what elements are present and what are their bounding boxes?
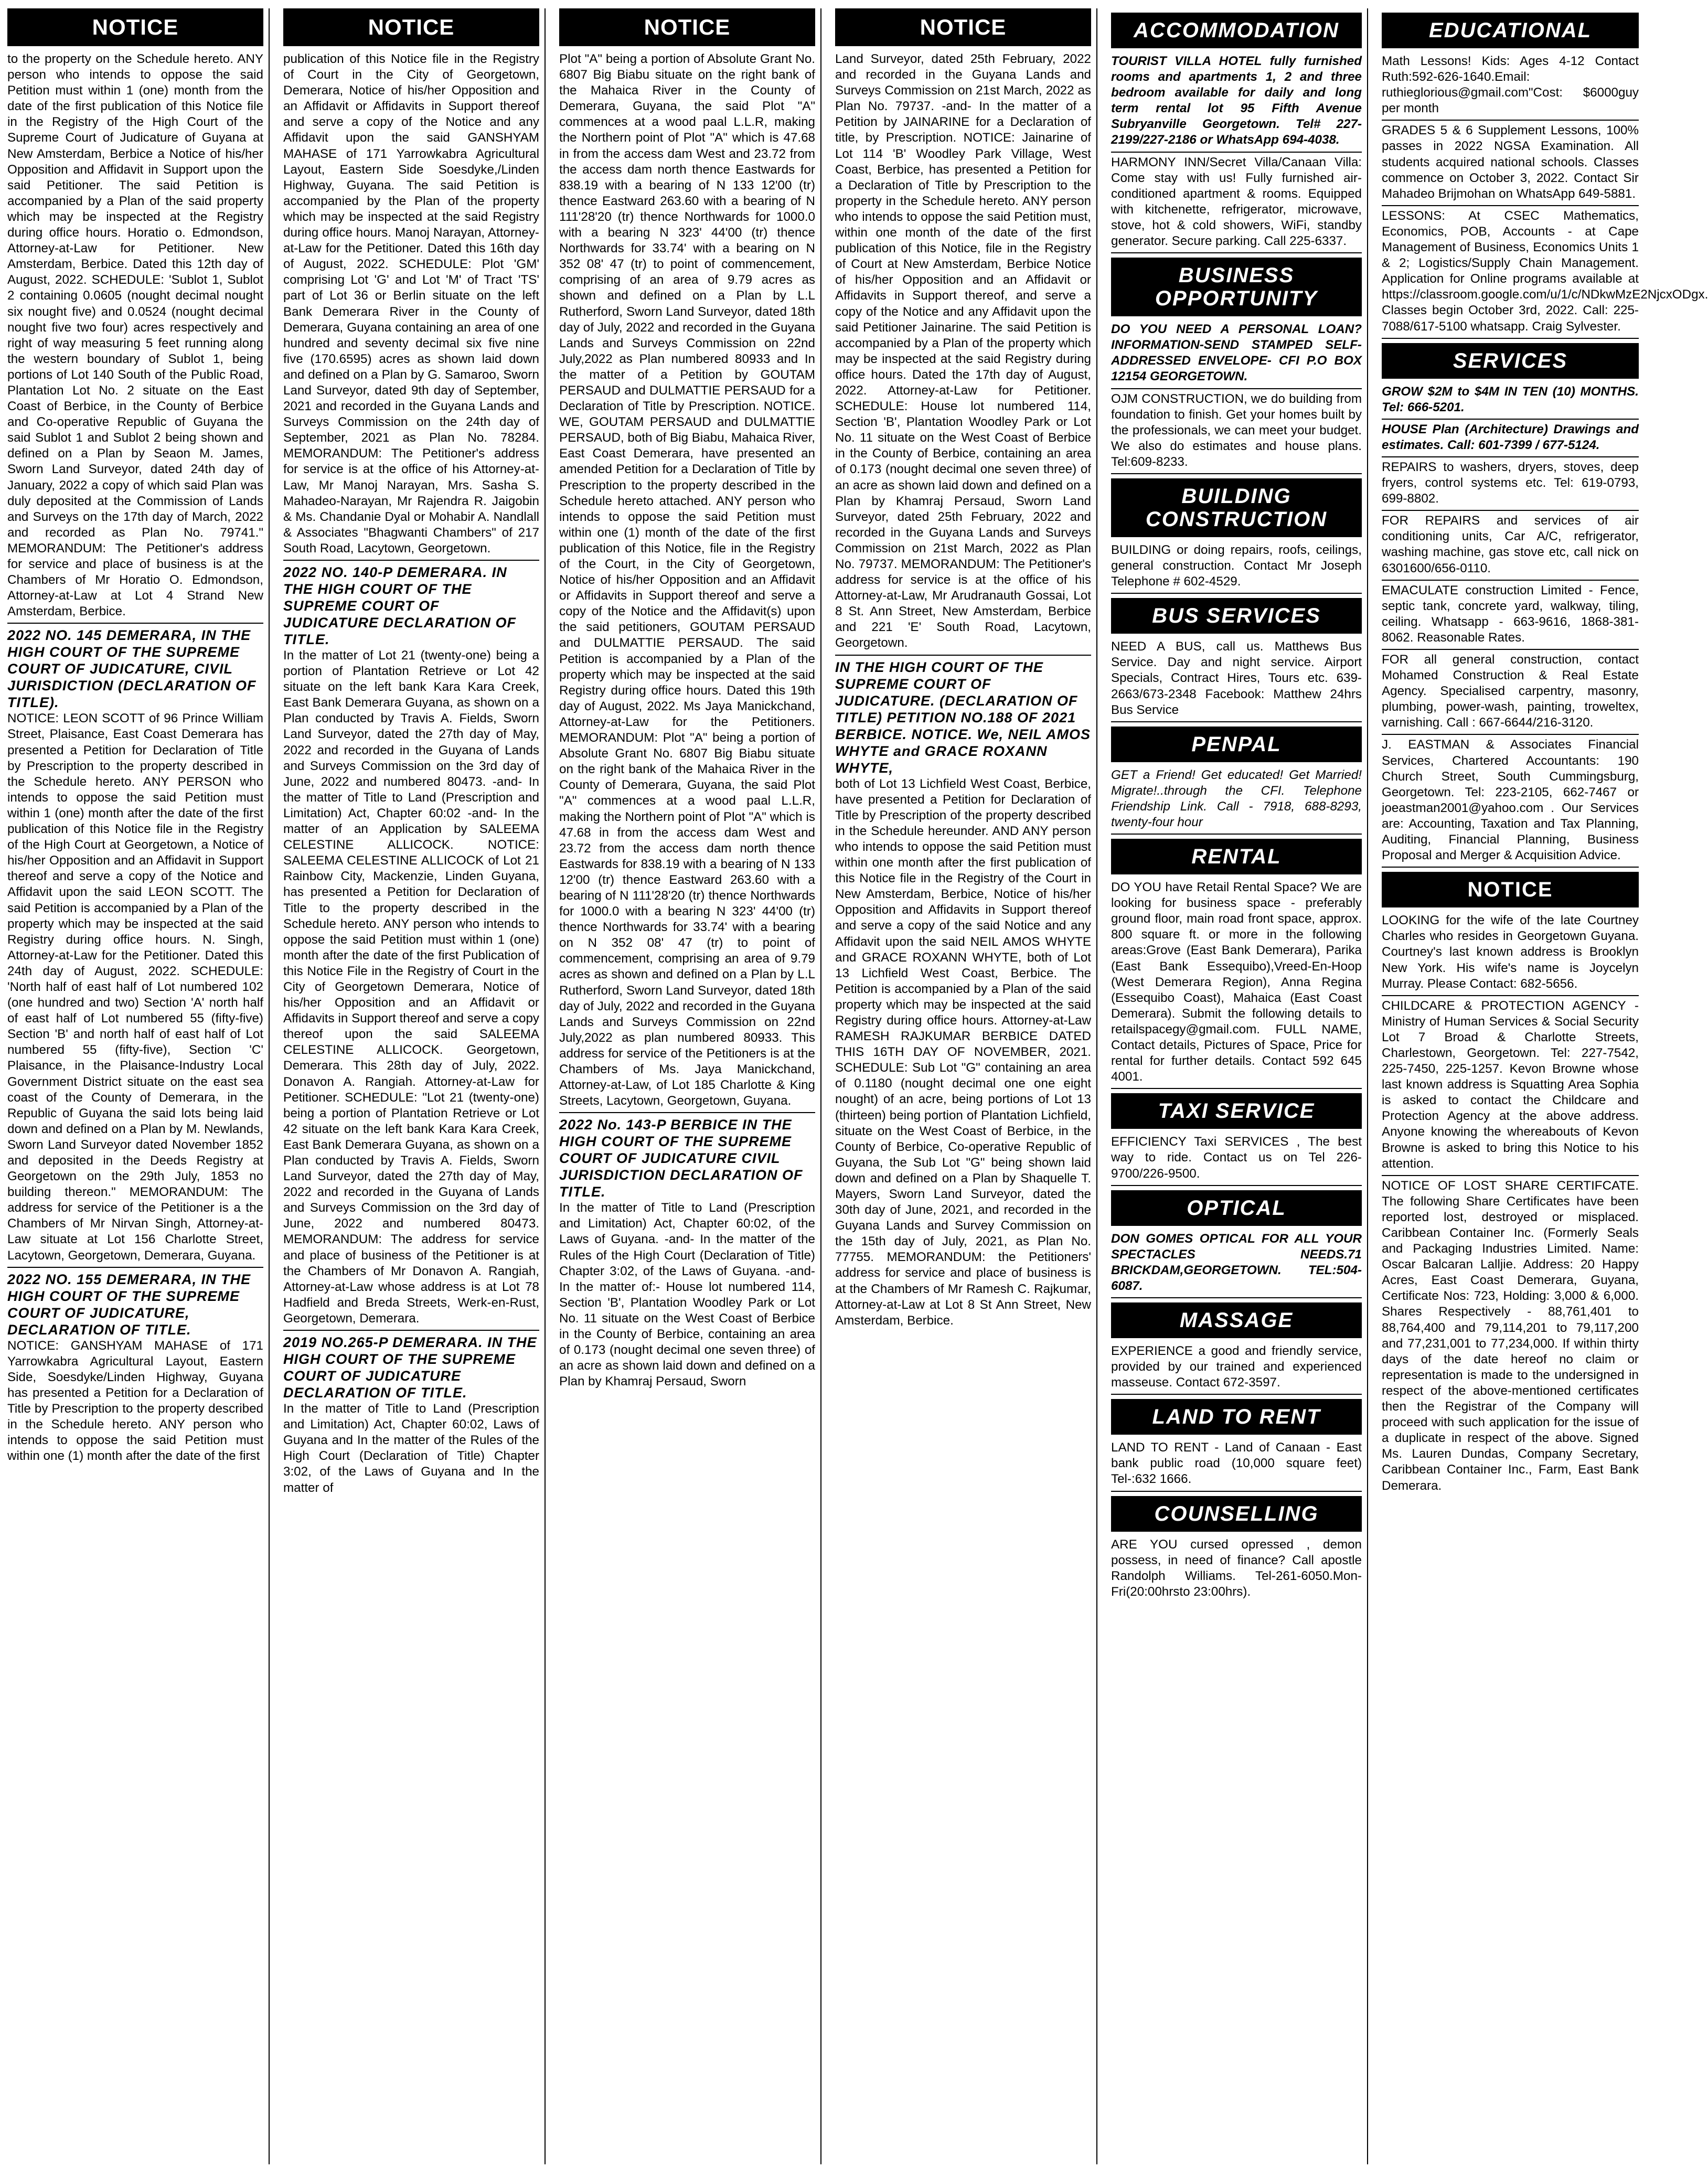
classified-ad: HARMONY INN/Secret Villa/Canaan Villa: Come stay with us! Fully furnished air-conditioned apartment & rooms. Equipped with kitchenette, refrigerator, microwave, stove, hot & cold showers, WiFi, standby generator. Secure parking. Call 225-6337.	[1111, 155, 1362, 254]
category-header-notice: NOTICE	[1382, 872, 1639, 907]
divider	[7, 1267, 263, 1268]
classified-ad: GROW $2M to $4M IN TEN (10) MONTHS. Tel: 666-5201.	[1382, 384, 1639, 420]
notice-heading: IN THE HIGH COURT OF THE SUPREME COURT OF JUDICATURE. (DECLARATION OF TITLE) PETITION NO.188 OF 2021 BERBICE. NOTICE. We, NEIL AMOS WHYTE and GRACE ROXANN WHYTE,	[835, 659, 1091, 776]
notice-heading: 2022 No. 143-P BERBICE IN THE HIGH COURT OF THE SUPREME COURT OF JUDICATURE CIVIL JURISDICTION DECLARATION OF TITLE.	[559, 1117, 803, 1200]
category-header-optical: OPTICAL	[1111, 1190, 1362, 1226]
category-header-counselling: COUNSELLING	[1111, 1496, 1362, 1532]
notice-column-4	[835, 8, 1097, 2164]
classified-ad: LOOKING for the wife of the late Courtney Charles who resides in Georgetown Guyana. Courtney's last known address is Brooklyn New York. His wife's name is Joycelyn Murray. Please Contact: 682-5656.	[1382, 913, 1639, 996]
notice-text: to the property on the Schedule hereto. ANY person who intends to oppose the said Petition must within 1 (one) month from the date of the first publication of this Notice file in the Registry of the High Court of the Supreme Court of Judicature of Guyana at New Amsterdam, Berbice a Notice of his/her Opposition and Affidavit in Support upon the said Petitioner. The said Petition is accompanied by a Plan of the said property which may be inspected at the Registry during office hours. Horatio o. Edmondson, Attorney-at-Law for Petitioner. New Amsterdam, Berbice. Dated this 12th day of August, 2022. SCHEDULE: 'Sublot 1, Sublot 2 containing 0.0605 (nought decimal nought six nought five) and 0.0524 (nought decimal nought five two four) acres respectively and right of way measuring 5 feet running along the western boundary of Sublot 1, being portions of Lot 140 South of the Public Road, Plantation Lot No. 2 situate on the East Coast of Berbice, in the County of Berbice and Co-operative Republic of Guyana the said Sublot 1 and Sublot 2 being shown and defined on a Plan by Seaon M. James, Sworn Land Surveyor, dated 24th day of January, 2022 a copy of which said Plan was duly deposited at the Commission of Lands and Surveys on the 17th day of March, 2022 and recorded as Plan No. 79741." MEMORANDUM: The Petitioner's address for service and place of business is at the Chambers of Mr Horatio O. Edmondson, Attorney-at-Law at Lot 4 Strand New Amsterdam, Berbice.	[7, 52, 263, 619]
notice-text: both of Lot 13 Lichfield West Coast, Berbice, have presented a Petition for Declaration of Title by Prescription of the property described in the Schedule hereunder. AND ANY person who intends to oppose the said Petition must within one month after the first publication of this Notice file in the Registry of the Court in New Amsterdam, Berbice, Notice of his/her Opposition and Affidavits in Support thereof and serve a copy of the said Notice and any Affidavit upon the said NEIL AMOS WHYTE and GRACE ROXANN WHYTE, both of Lot 13 Lichfield West Coast, Berbice. The Petition is accompanied by a Plan of the said property which may be inspected at the said Registry during office hours. Attorney-at-Law RAMESH RAJKUMAR BERBICE DATED THIS 16TH DAY OF NOVEMBER, 2021. SCHEDULE: Sub Lot "G" containing an area of 0.1180 (nought decimal one one eight nought) of an acre, being portions of Lot 13 (thirteen) being portion of Plantation Lichfield, situate on the West Coast of Berbice, in the County of Berbice, Co-operative Republic of Guyana, the Sub Lot "G" being shown laid down and defined on a Plan by Shaquelle T. Mayers, Sworn Land Surveyor, dated the 30th day of June, 2021, and recorded in the Guyana Lands and Survey Commission on the 15th day of July, 2021, as Plan No. 77755. MEMORANDUM: the Petitioners' address for service and place of business is at the Chambers of Mr Ramesh C. Rajkumar, Attorney-at-Law at Lot 8 St Ann Street, New Amsterdam, Berbice.	[835, 776, 1091, 1328]
notice-heading: 2022 NO. 145 DEMERARA, IN THE HIGH COURT OF THE SUPREME COURT OF JUDICATURE, CIVIL JURISDICTION (DECLARATION OF TITLE).	[7, 627, 257, 711]
category-header-penpal: PENPAL	[1111, 727, 1362, 762]
category-header-services: SERVICES	[1382, 343, 1639, 379]
notice-text: Land Surveyor, dated 25th February, 2022 and recorded in the Guyana Lands and Surveys Commission on 21st March, 2022 as Plan No. 79737. -and- In the matter of a Petition by JAINARINE for a Declaration of title, by Prescription. NOTICE: Jainarine of Lot 114 'B' Woodley Park Village, West Coast, Berbice, has presented a Petition for a Declaration of Title by Prescription to the property in the Schedule hereto. ANY person who intends to oppose the said Petition must, within one month of the date of the first publication of this Notice, file in the Registry of Court at New Amsterdam, Berbice Notice of his/her Opposition and an Affidavit or Affidavits in Support thereof, and serve a copy of the Notice and any Affidavit upon the said Petitioner Jainarine. The said Petition is accompanied by a Plan of the property which may be inspected at the said Registry during office hours. Dated the 17th day of August, 2022. Attorney-at-Law for Petitioner. SCHEDULE: House lot numbered 114, Section 'B', Plantation Woodley Park or Lot No. 11 situate on the West Coast of Berbice in the County of Berbice, containing an area of 0.173 (nought decimal one seven three) of an acre as shown laid down and defined on a Plan by Khamraj Persaud, Sworn Land Surveyor, dated 25th February, 2022 and recorded in the Guyana Lands and Surveys Commission on 21st March, 2022 as Plan No. 79737. MEMORANDUM: The Petitioner's address for service is at the office of his Attorney-at-Law, Mr Arudranauth Gossai, Lot 8 St. Ann Street, New Amsterdam, Berbice and 221 'E' South Road, Lacytown, Georgetown.	[835, 52, 1091, 650]
classified-ad: GRADES 5 & 6 Supplement Lessons, 100% passes in 2022 NGSA Examination. All students acquired national schools. Classes commence on October 3, 2022. Contact Sir Mahadeo Brijmohan on WhatsApp 649-5881.	[1382, 123, 1639, 206]
classified-ad: GET a Friend! Get educated! Get Married! Migrate!..through the CFI. Telephone Friendship Link. Call - 7918, 688-8293, twenty-four hour	[1111, 767, 1362, 835]
classified-ad: LAND TO RENT - Land of Canaan - East bank public road (10,000 square feet) Tel-:632 1666.	[1111, 1440, 1362, 1491]
classified-ad: DON GOMES OPTICAL FOR ALL YOUR SPECTACLES NEEDS.71 BRICKDAM,GEORGETOWN. TEL:504-6087.	[1111, 1231, 1362, 1298]
notice-text: In the matter of Lot 21 (twenty-one) being a portion of Plantation Retrieve or Lot 42 situate on the left bank Kara Kara Creek, East Bank Demerara Guyana, as shown on a Plan conducted by Travis A. Fields, Sworn Land Surveyor, dated the 27th day of May, 2022 and recorded in the Guyana of Lands and Surveys Commission on the 3rd day of June, 2022 and numbered 80473. -and- In the matter of Title to Land (Prescription and Limitation) Act, Chapter 60:02 -and- In the matter of an Application by SALEEMA CELESTINE ALLICOCK. NOTICE: SALEEMA CELESTINE ALLICOCK of Lot 21 Rainbow City, Mackenzie, Linden Guyana, has presented a Petition for Declaration of Title to the property described in the Schedule hereto. ANY person who intends to oppose the said Petition must within 1 (one) month after the date of the first Publication of this Notice File in the Registry of Court in the City of Georgetown Demerara, Notice of his/her Opposition and an Affidavit or Affidavits in Support thereof and serve a copy thereof upon the said SALEEMA CELESTINE ALLICOCK. Georgetown, Demerara. This 28th day of July, 2022. Donavon A. Rangiah. Attorney-at-Law for Petitioner. SCHEDULE: "Lot 21 (twenty-one) being a portion of Plantation Retrieve or Lot 42 situate on the left bank Kara Kara Creek, East Bank Demerara Guyana, as shown on a Plan conducted by Travis A. Fields, Sworn Land Surveyor, dated the 27th day of May, 2022 and recorded in the Guyana of Lands and Surveys Commission on the 3rd day of June, 2022 and numbered 80473. MEMORANDUM: The address for service and place of business of the Petitioner is at the Chambers of Mr Donavon A. Rangiah, Attorney-at-Law whose address is at Lot 78 Hadfield and Breda Streets, Werk-en-Rust, Georgetown, Demerara.	[283, 648, 539, 1326]
category-header-rental: RENTAL	[1111, 839, 1362, 874]
classified-ad: EFFICIENCY Taxi SERVICES , The best way to ride. Contact us on Tel 226-9700/226-9500.	[1111, 1134, 1362, 1186]
notice-text: In the matter of Title to Land (Prescription and Limitation) Act, Chapter 60:02, Laws of Guyana and In the matter of the Rules of the High Court (Declaration of Title) Chapter 3:02, of the Laws of Guyana and In the matter of	[283, 1402, 539, 1495]
classifieds-column-2	[1382, 8, 1708, 2164]
notice-heading: 2022 NO. 155 DEMERARA, IN THE HIGH COURT OF THE SUPREME COURT OF JUDICATURE, DECLARATION OF TITLE.	[7, 1271, 251, 1338]
notice-text: publication of this Notice file in the Registry of Court in the City of Georgetown, Demerara, Notice of his/her Opposition and an Affidavit or Affidavits in Support thereof and serve a copy of the Notice and any Affidavit upon the said GANSHYAM MAHASE of 171 Yarrowkabra Agricultural Layout, Eastern Side Soesdyke,/Linden Highway, Guyana. The said Petition is accompanied by the Plan of the property which may be inspected at the said Registry during office hours. Manoj Narayan, Attorney-at-Law for the Petitioner. Dated this 16th day of August, 2022. SCHEDULE: Plot 'GM' comprising Lot 'G' and Lot 'M' of Tract 'TS' part of Lot 36 or Berlin situate on the left Bank Demerara River in the County of Demerara, Guyana containing an area of one hundred and seventy decimal six five nine five (170.6595) acres as shown laid down and defined on a Plan by G. Samaroo, Sworn Land Surveyor, dated 9th day of September, 2021 and recorded in the Guyana Lands and Surveys Commission on the 24th day of September, 2021 as Plan No. 78284. MEMORANDUM: The Petitioner's address for service is at the office of his Attorney-at-Law, Mr Manoj Narayan, Mrs. Sasha S. Mahadeo-Narayan, Mr Rajendra R. Jaigobin & Ms. Chandanie Dyal or Mohabir A. Nandlall & Associates "Bhagwanti Chambers" of 217 South Road, Lacytown, Georgetown.	[283, 52, 539, 556]
classified-ad: DO YOU have Retail Rental Space? We are looking for business space - preferably ground floor, main road front space, approx. 800 square ft. or more in the following areas:Grove (East Bank Demerara), Parika (East Bank Essequibo),Vreed-En-Hoop (West Demerara Region), Anna Regina (Essequibo Coast), Mahaica (East Coast Demerara). Submit the following details to retailspacegy@gmail.com. FULL NAME, Contact details, Pictures of Space, Price for rental for further details. Contact 592 645 4001.	[1111, 880, 1362, 1089]
classified-ad: TOURIST VILLA HOTEL fully furnished rooms and apartments 1, 2 and three bedroom available for daily and long term rental lot 95 Fifth Avenue Subryanville Georgetown. Tel# 227-2199/227-2186 or WhatsApp 694-4038.	[1111, 54, 1362, 153]
category-header-bus-services: BUS SERVICES	[1111, 598, 1362, 634]
classified-ad: NEED A BUS, call us. Matthews Bus Service. Day and night service. Airport Specials, Contract Hires, Tours etc. 639-2663/673-2348 Facebook: Matthew 24hrs Bus Service	[1111, 639, 1362, 722]
column-header: NOTICE	[835, 8, 1091, 46]
notice-heading: 2022 NO. 140-P DEMERARA. IN THE HIGH COURT OF THE SUPREME COURT OF JUDICATURE DECLARATION OF TITLE.	[283, 564, 516, 647]
notice-heading: 2019 NO.265-P DEMERARA. IN THE HIGH COURT OF THE SUPREME COURT OF JUDICATURE DECLARATION OF TITLE.	[283, 1334, 537, 1401]
divider	[283, 1330, 539, 1331]
category-header-land-to-rent: LAND TO RENT	[1111, 1399, 1362, 1435]
divider	[559, 1112, 815, 1113]
classified-ad: BUILDING or doing repairs, roofs, ceilings, general construction. Contact Mr Joseph Telephone # 602-4529.	[1111, 542, 1362, 594]
notice-column-2	[283, 8, 546, 2164]
category-header-educational: EDUCATIONAL	[1382, 13, 1639, 48]
category-header-accommodation: ACCOMMODATION	[1111, 13, 1362, 48]
category-header-massage: MASSAGE	[1111, 1302, 1362, 1338]
notice-column-3	[559, 8, 821, 2164]
classified-ad: DO YOU NEED A PERSONAL LOAN? INFORMATION-SEND STAMPED SELF-ADDRESSED ENVELOPE- CFI P.O BOX 12154 GEORGETOWN.	[1111, 322, 1362, 389]
notice-column-1	[7, 8, 270, 2164]
classified-ad: NOTICE OF LOST SHARE CERTIFCATE. The following Share Certificates have been reported lost, destroyed or misplaced. Caribbean Container Inc. (Formerly Seals and Packaging Industries Limited. Name: Oscar Balcaran Lalljie. Address: 20 Happy Acres, East Coast Demerara, Guyana, Certificate Nos: 723, Holding: 3,000 & 6,000. Shares Respectively - 88,761,401 to 88,764,400 and 79,114,201 to 79,117,200 and 77,231,001 to 77,234,000. If within thirty days of the date hereof no claim or representation is made to the undersigned in respect of the above-mentioned certificates then the Registrar of the Company will proceed with such application for the issue of a duplicate in respect of the above. Signed Ms. Lauren Dundas, Company Secretary, Caribbean Container Inc., Farm, East Bank Demerara.	[1382, 1178, 1639, 1493]
column-header: NOTICE	[283, 8, 539, 46]
classified-ad: EMACULATE construction Limited - Fence, septic tank, concrete yard, walkway, tiling, ceiling. Whatsapp - 663-9616, 1868-381-8062. Reasonable Rates.	[1382, 583, 1639, 650]
divider	[7, 623, 263, 624]
notice-text: NOTICE: GANSHYAM MAHASE of 171 Yarrowkabra Agricultural Layout, Eastern Side, Soesdyke/Linden Highway, Guyana has presented a Petition for a Declaration of Title by Prescription to the property described in the Schedule hereto. ANY person who intends to oppose the said Petition must within one (1) month after the date of the first	[7, 1338, 263, 1464]
category-header-business-opportunity: BUSINESS OPPORTUNITY	[1111, 258, 1362, 316]
classified-ad: ARE YOU cursed opressed , demon possess, in need of finance? Call apostle Randolph Williams. Tel-261-6050.Mon-Fri(20:00hrsto 23:00hrs).	[1111, 1537, 1362, 1599]
classified-ad: LESSONS: At CSEC Mathematics, Economics, POB, Accounts - at Cape Management of Business, Economics Units 1 & 2; Logistics/Supply Chain Management. Application for Online programs available at https://classroom.google.com/u/1/c/NDkwMzE2NjcxODgx. Classes begin October 3rd, 2022. Call: 225-7088/617-5100 whatsapp. Craig Sylvester.	[1382, 208, 1639, 339]
classified-ad: J. EASTMAN & Associates Financial Services, Chartered Accountants: 190 Church Street, South Cummingsburg, Georgetown. Tel: 223-2105, 662-7467 or joeastman2001@yahoo.com . Our Services are: Accounting, Taxation and Tax Planning, Auditing, Financial Planning, Business Proposal and Merger & Acquisition Advice.	[1382, 737, 1639, 868]
notice-text: NOTICE: LEON SCOTT of 96 Prince William Street, Plaisance, East Coast Demerara has presented a Petition for Declaration of Title by Prescription to the property described in the Schedule hereto. ANY PERSON who intends to oppose the said Petition must within 1 (one) month after the date of the first publication of this Notice file in the Registry of the High Court at Georgetown, a Notice of his/her Opposition and an Affidavit in Support thereof and serve a copy of the Notice and Affidavit upon the said LEON SCOTT. The said Petition is accompanied by a Plan of the property which may be inspected at the said Registry during office hours. N. Singh, Attorney-at-Law for the Petitioner. Dated this 24th day of August, 2022. SCHEDULE: 'North half of east half of Lot numbered 102 (one hundred and two) Section 'A' north half of east half of Lot numbered 55 (fifty-five) Section 'B' and north half of east half of Lot numbered 55 (fifty-five), Section 'C' Plaisance, in the Plaisance-Industry Local Government District situate on the east sea coast of the County of Demerara, in the Republic of Guyana the said lots being laid down and defined on a Plan by M. Newlands, Sworn Land Surveyor dated November 1852 and deposited in the Deeds Registry at Georgetown on the 29th July, 1853 no building thereon." MEMORANDUM: The address for service of the Petitioner is a the Chambers of Mr Nirvan Singh, Attorney-at-Law situate at Lot 156 Charlotte Street, Lacytown, Georgetown, Demerara, Guyana.	[7, 711, 263, 1263]
classified-ad: Math Lessons! Kids: Ages 4-12 Contact Ruth:592-626-1640.Email: ruthieglorious@gmail.com"Cost: $6000guy per month	[1382, 54, 1639, 121]
category-header-building-construction: BUILDING CONSTRUCTION	[1111, 478, 1362, 537]
divider	[283, 560, 539, 561]
classified-ad: EXPERIENCE a good and friendly service, provided by our trained and experienced masseuse. Contact 672-3597.	[1111, 1343, 1362, 1395]
column-header: NOTICE	[559, 8, 815, 46]
divider	[835, 655, 1091, 656]
category-header-taxi-service: TAXI SERVICE	[1111, 1093, 1362, 1129]
column-header: NOTICE	[7, 8, 263, 46]
classified-ad: REPAIRS to washers, dryers, stoves, deep fryers, control systems etc. Tel: 619-0793, 699-8802.	[1382, 460, 1639, 511]
notice-text: In the matter of Title to Land (Prescription and Limitation) Act, Chapter 60:02, of the Laws of Guyana. -and- In the matter of the Rules of the High Court (Declaration of Title) Chapter 3:02, of the Laws of Guyana. -and- In the matter of:- House lot numbered 114, Section 'B', Plantation Woodley Park or Lot No. 11 situate on the West Coast of Berbice in the County of Berbice, containing an area of 0.173 (nought decimal one seven three) of an acre as shown laid down and defined on a Plan by Khamraj Persaud, Sworn	[559, 1201, 815, 1389]
classified-ad: HOUSE Plan (Architecture) Drawings and estimates. Call: 601-7399 / 677-5124.	[1382, 422, 1639, 457]
classifieds-column-1	[1111, 8, 1368, 2164]
classified-ad: FOR REPAIRS and services of air conditioning units, Car A/C, refrigerator, washing machine, gas stove etc, call nick on 6301600/656-0110.	[1382, 513, 1639, 580]
classified-ad: FOR all general construction, contact Mohamed Construction & Real Estate Agency. Specialised carpentry, masonry, plumbing, power-wash, painting, troweltex, varnishing. Call : 667-6644/216-3120.	[1382, 652, 1639, 735]
notice-text: Plot "A" being a portion of Absolute Grant No. 6807 Big Biabu situate on the right bank of the Mahaica River in the County of Demerara, Guyana, the said Plot "A" commences at a wood paal L.L.R, making the Northern point of Plot "A" which is 47.68 in from the access dam West and 23.72 from the access dam north thence Eastwards for 838.19 with a bearing of N 133 12'00 (tr) thence Eastward 263.60 with a bearing of N 111'28'20 (tr) thence Northwards for 1000.0 with a bearing N 323' 44'00 (tr) thence Northwards for 33.74' with a bearing on N 352 08' 47 (tr) to point of commencement, comprising of an area of 9.79 acres as shown and defined on a Plan by L.L Rutherford, Sworn Land Surveyor, dated 18th day of July, 2022 and recorded in the Guyana Lands and Surveys Commission on 22nd July,2022 as Plan numbered 80933 and In the matter of a Petition by GOUTAM PERSAUD and DULMATTIE PERSAUD for a Declaration of Title by Prescription. NOTICE. WE, GOUTAM PERSAUD and DULMATTIE PERSAUD, both of Big Biabu, Mahaica River, East Coast Demerara, have presented an amended Petition for a Declaration of Title by Prescription to the property described in the Schedule hereto attached. ANY person who intends to oppose the said Petition must within one (1) month of the date of the first publication of this Notice, file in the Registry of the Court, in the City of Georgetown, Notice of his/her Opposition and an Affidavit or Affidavits in Support thereof and serve a copy of the Notice and the Affidavit(s) upon the said petitioners, GOUTAM PERSAUD and DULMATTIE PERSAUD. The said Petition is accompanied by a Plan of the property which may be inspected at the said Registry during office hours. Dated this 19th day of August, 2022. Ms Jaya Manickchand, Attorney-at-Law for the Petitioners. MEMORANDUM: Plot "A" being a portion of Absolute Grant No. 6807 Big Biabu situate on the right bank of the Mahaica River in the County of Demerara, Guyana, the said Plot "A" commences at a wood paal L.L.R, making the Northern point of Plot "A" which is 47.68 in from the access dam West and 23.72 from the access dam north thence Eastwards for 838.19 with a bearing of N 133 12'00 (tr) thence Eastward 263.60 with a bearing of N 111'28'20 (tr) thence Northwards for 1000.0 with a bearing N 323' 44'00 (tr) thence Northwards for 33.74' with a bearing on N 352 08' 47 (tr) to point of commencement, comprising an area of 9.79 acres as shown and defined on a Plan by L.L Rutherford, Sworn Land Surveyor, dated 18th day of July, 2022 and recorded in the Guyana Lands and Surveys Commission on 22nd July,2022 as plan numbered 80933. This address for service of the Petitioners is at the Chambers of Ms. Jaya Manickchand, Attorney-at-Law, of Lot 185 Charlotte & King Streets, Lacytown, Georgetown, Guyana.	[559, 52, 816, 1108]
classified-ad: OJM CONSTRUCTION, we do building from foundation to finish. Get your homes built by the professionals, we can meet your budget. We also do estimates and house plans. Tel:609-8233.	[1111, 391, 1362, 474]
classified-ad: CHILDCARE & PROTECTION AGENCY - Ministry of Human Services & Social Security Lot 7 Broad & Charlotte Streets, Charlestown, Georgetown. Tel: 227-7542, 225-7450, 225-1257. Kevon Browne whose last known address is Squatting Area Sophia is asked to contact the Childcare and Protection Agency at the above address. Anyone knowing the whereabouts of Kevon Browne is asked to bring this Notice to his attention.	[1382, 998, 1639, 1176]
